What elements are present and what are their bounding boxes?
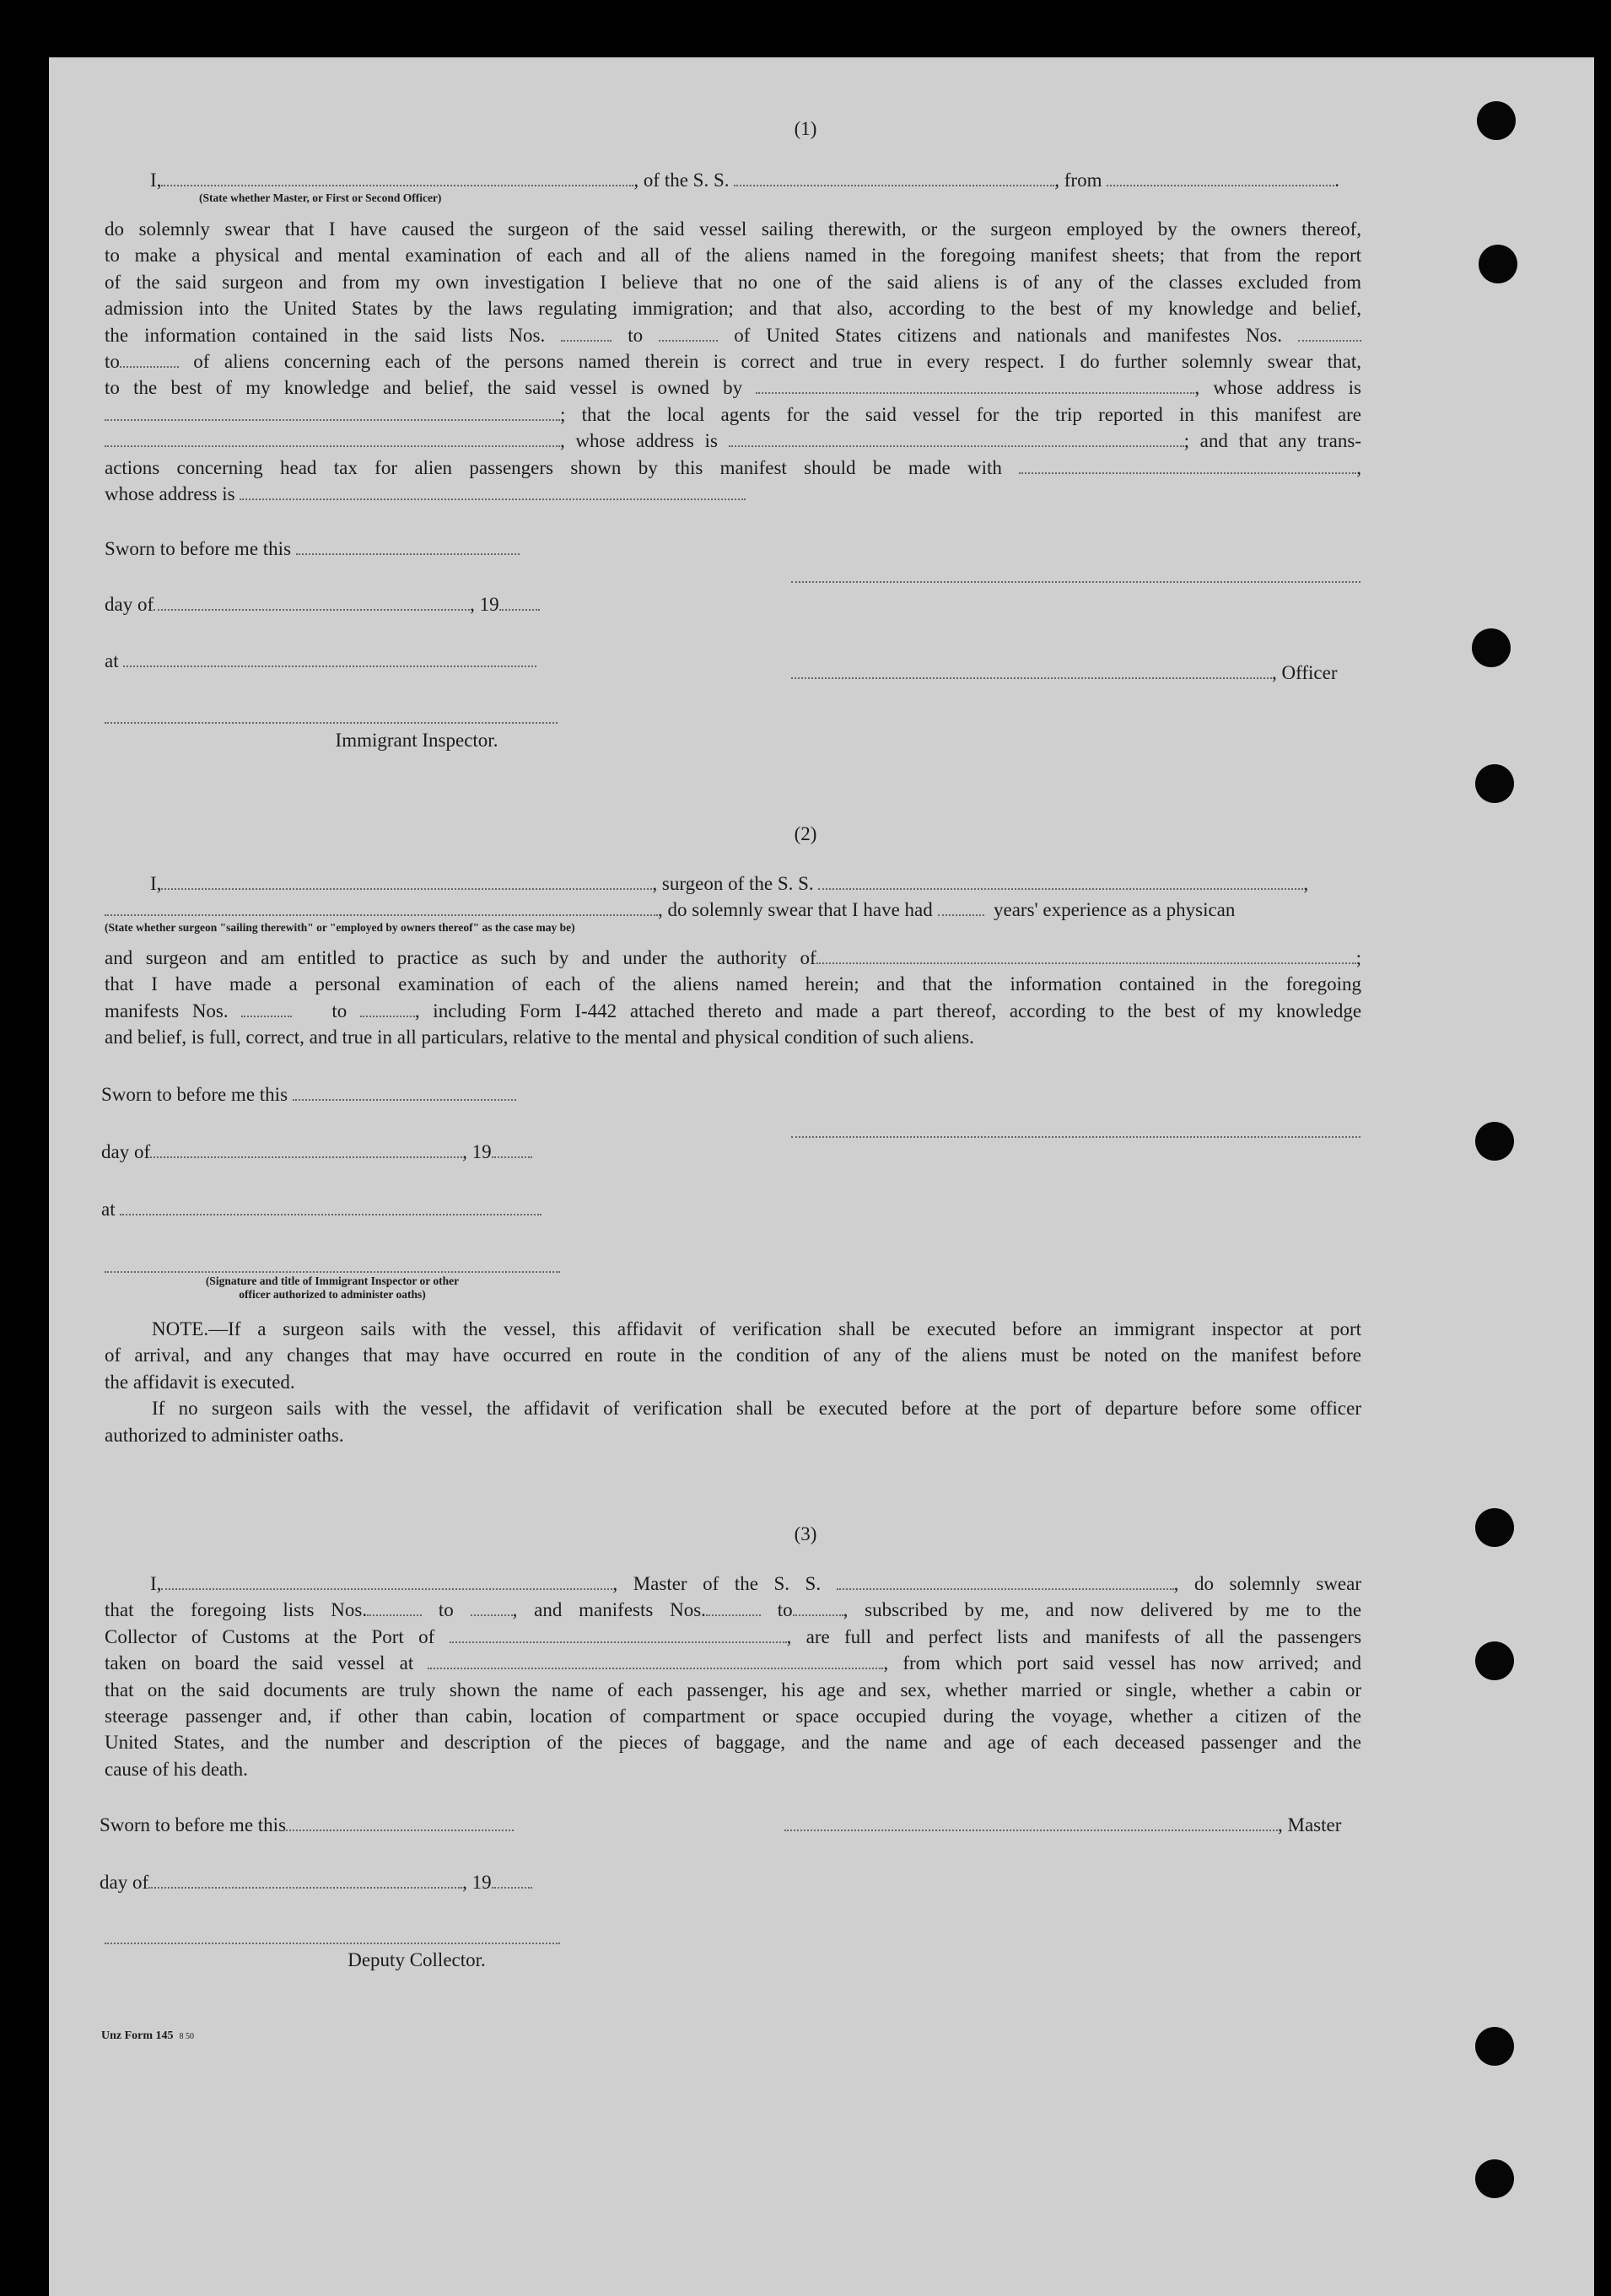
from-port-blank[interactable] [1107, 168, 1334, 186]
lists-from-blank[interactable] [561, 323, 612, 342]
s1-day-blank[interactable] [154, 592, 470, 611]
officer-rank-note: (State whether Master, or First or Second Officer) [199, 191, 442, 204]
section-1-number: (1) [794, 118, 817, 139]
s3-deputy-label: Deputy Collector. [348, 1949, 486, 1970]
s2-signature-note: (Signature and title of Immigrant Inspector or other officer authorized to administer oaths) [205, 1275, 460, 1301]
s2-sworn-blank[interactable] [293, 1082, 516, 1101]
s3-manifests-to-blank[interactable] [793, 1598, 843, 1616]
binder-hole-9 [1475, 2159, 1514, 2198]
section-2-number: (2) [794, 823, 817, 844]
s3-collector-blank[interactable] [105, 1926, 560, 1944]
s1-inspector-blank[interactable] [105, 705, 558, 724]
owner-blank[interactable] [756, 375, 1194, 394]
s3-day-blank[interactable] [148, 1870, 462, 1889]
binder-hole-7 [1475, 1641, 1514, 1680]
section-3-oath: I, , Master of the S. S. , do solemnly swear that the foregoing lists Nos. to , and manifests Nos. to , subscribed by me, and now delivered by me to the Collector of Customs at the Port of , are full and perfect lists and manifests of all the passengers taken on board the said vessel at , from which port said vessel has now arrived; and that on the said documents are truly shown the name of each passenger, his age and sex, whether married or single, whether a cabin or steerage passenger and, if other than cabin, location of compartment or space occupied during the voyage, whether a citizen of the United States, and the number and description of the pieces of baggage, and the name and age of each deceased passenger and the cause of his death. [105, 1573, 1362, 1780]
agents-address-blank[interactable] [729, 428, 1184, 447]
s1-officer: , Officer [791, 660, 1337, 686]
s3-sworn-blank[interactable] [286, 1813, 514, 1831]
s2-line-1: I, , surgeon of the S. S. , [150, 873, 1309, 894]
s1-day: day of , 19 [105, 591, 540, 617]
s2-signature [791, 1118, 1360, 1145]
surgeon-status-blank[interactable] [105, 897, 658, 916]
section-1-oath: do solemnly swear that I have caused the surgeon of the said vessel sailing therewith, or the surgeon employed by the owners thereof, to make a physical and mental examination of each and all of the aliens named in the foregoing manifest sheets; that from the report of the said surgeon and from my own investigation I believe that no one of the said aliens is of any of the classes excluded from admission into the United States by the laws regulating immigration; and that also, according to the best of my knowledge and belief, the information contained in the said lists Nos. to of United States citizens and nationals and manifestes Nos. to of aliens concerning each of the persons named therein is correct and true in every respect. I do further solemnly swear that, to the best of my knowledge and belief, the said vessel is owned by , whose address is ; that the local agents for the said vessel for the trip reported in this manifest are , whose address is ; and that any trans- actions concerning head tax for alien passengers shown by this manifest should be made with , whose address is [105, 218, 1362, 505]
form-number: Unz Form 145 8 50 [101, 2029, 195, 2042]
s2-signature-blank[interactable] [791, 1119, 1360, 1138]
manifests-from-blank[interactable] [1298, 323, 1361, 342]
binder-hole-8 [1475, 2027, 1514, 2066]
head-tax-address-blank[interactable] [240, 482, 746, 500]
binder-hole-4 [1475, 764, 1514, 803]
s1-inspector-label: Immigrant Inspector. [335, 730, 498, 751]
binder-hole-2 [1479, 245, 1517, 283]
surgeon-name-blank[interactable] [161, 871, 652, 890]
authority-blank[interactable] [816, 946, 1356, 964]
s2-inspector-blank[interactable] [105, 1254, 560, 1273]
head-tax-contact-blank[interactable] [1019, 455, 1356, 474]
s3-lists-from-blank[interactable] [367, 1598, 422, 1616]
s2-vessel-blank[interactable] [818, 871, 1303, 890]
s3-departure-port-blank[interactable] [428, 1651, 883, 1669]
s3-master-signature-blank[interactable] [784, 1813, 1278, 1831]
s1-line-master: I, , of the S. S. , from . [150, 170, 1339, 191]
s3-port-blank[interactable] [450, 1625, 787, 1643]
s3-sworn: Sworn to before me this [100, 1812, 514, 1838]
s1-officer-blank[interactable] [791, 660, 1272, 679]
s3-lists-to-blank[interactable] [471, 1598, 513, 1616]
s3-master-name-blank[interactable] [161, 1571, 612, 1590]
s3-master: , Master [784, 1812, 1341, 1838]
s2-at-blank[interactable] [120, 1197, 541, 1215]
s2-manifests-from-blank[interactable] [241, 999, 292, 1017]
s2-manifests-to-blank[interactable] [360, 999, 415, 1017]
binder-hole-3 [1472, 628, 1511, 667]
s1-signature [791, 563, 1360, 590]
surgeon-status-note: (State whether surgeon "sailing therewith" or "employed by owners thereof" as the case may be) [105, 921, 575, 934]
s1-at: at [105, 648, 536, 674]
binder-hole-5 [1475, 1122, 1514, 1161]
lists-to-blank[interactable] [659, 323, 718, 342]
s1-at-blank[interactable] [123, 649, 536, 667]
vessel-name-blank[interactable] [734, 168, 1054, 186]
s3-day: day of , 19 [100, 1869, 532, 1895]
s2-day-blank[interactable] [150, 1140, 462, 1158]
owner-address-blank[interactable] [105, 402, 560, 421]
section-2-oath: and surgeon and am entitled to practice as such by and under the authority of ; that I have made a personal examination of each of the aliens named herein; and that the information contained in the foregoing manifests Nos. to , including Form I-442 attached thereto and made a part thereof, according to the best of my knowledge and belief, is full, correct, and true in all particulars, relative to the mental and physical condition of such aliens. [105, 947, 1362, 1048]
s1-signature-blank[interactable] [791, 564, 1360, 583]
officer-rank-blank[interactable] [161, 168, 633, 186]
s2-line-2: , do solemnly swear that I have had years' experience as a physican [105, 897, 1361, 923]
manifests-to-blank[interactable] [120, 349, 179, 368]
years-blank[interactable] [938, 897, 984, 916]
s3-year-blank[interactable] [492, 1870, 532, 1889]
s2-day: day of , 19 [101, 1139, 532, 1165]
s1-sworn: Sworn to before me this [105, 536, 520, 562]
s2-sworn: Sworn to before me this [101, 1081, 516, 1108]
s3-manifests-from-blank[interactable] [706, 1598, 761, 1616]
s3-vessel-blank[interactable] [837, 1571, 1174, 1590]
s1-sworn-blank[interactable] [296, 536, 520, 555]
section-2-note: NOTE.—If a surgeon sails with the vessel, this affidavit of verification shall be executed before an immigrant inspector at port of arrival, and any changes that may have occurred en route in the condition of any of the aliens must be noted on the manifest before the affidavit is executed. If no surgeon sails with the vessel, the affidavit of verification shall be executed before at the port of departure before some officer authorized to administer oaths. [105, 1318, 1361, 1446]
section-3-number: (3) [794, 1523, 817, 1544]
local-agents-blank[interactable] [105, 428, 560, 447]
s1-year-blank[interactable] [499, 592, 540, 611]
s2-year-blank[interactable] [492, 1140, 532, 1158]
s2-at: at [101, 1196, 541, 1222]
